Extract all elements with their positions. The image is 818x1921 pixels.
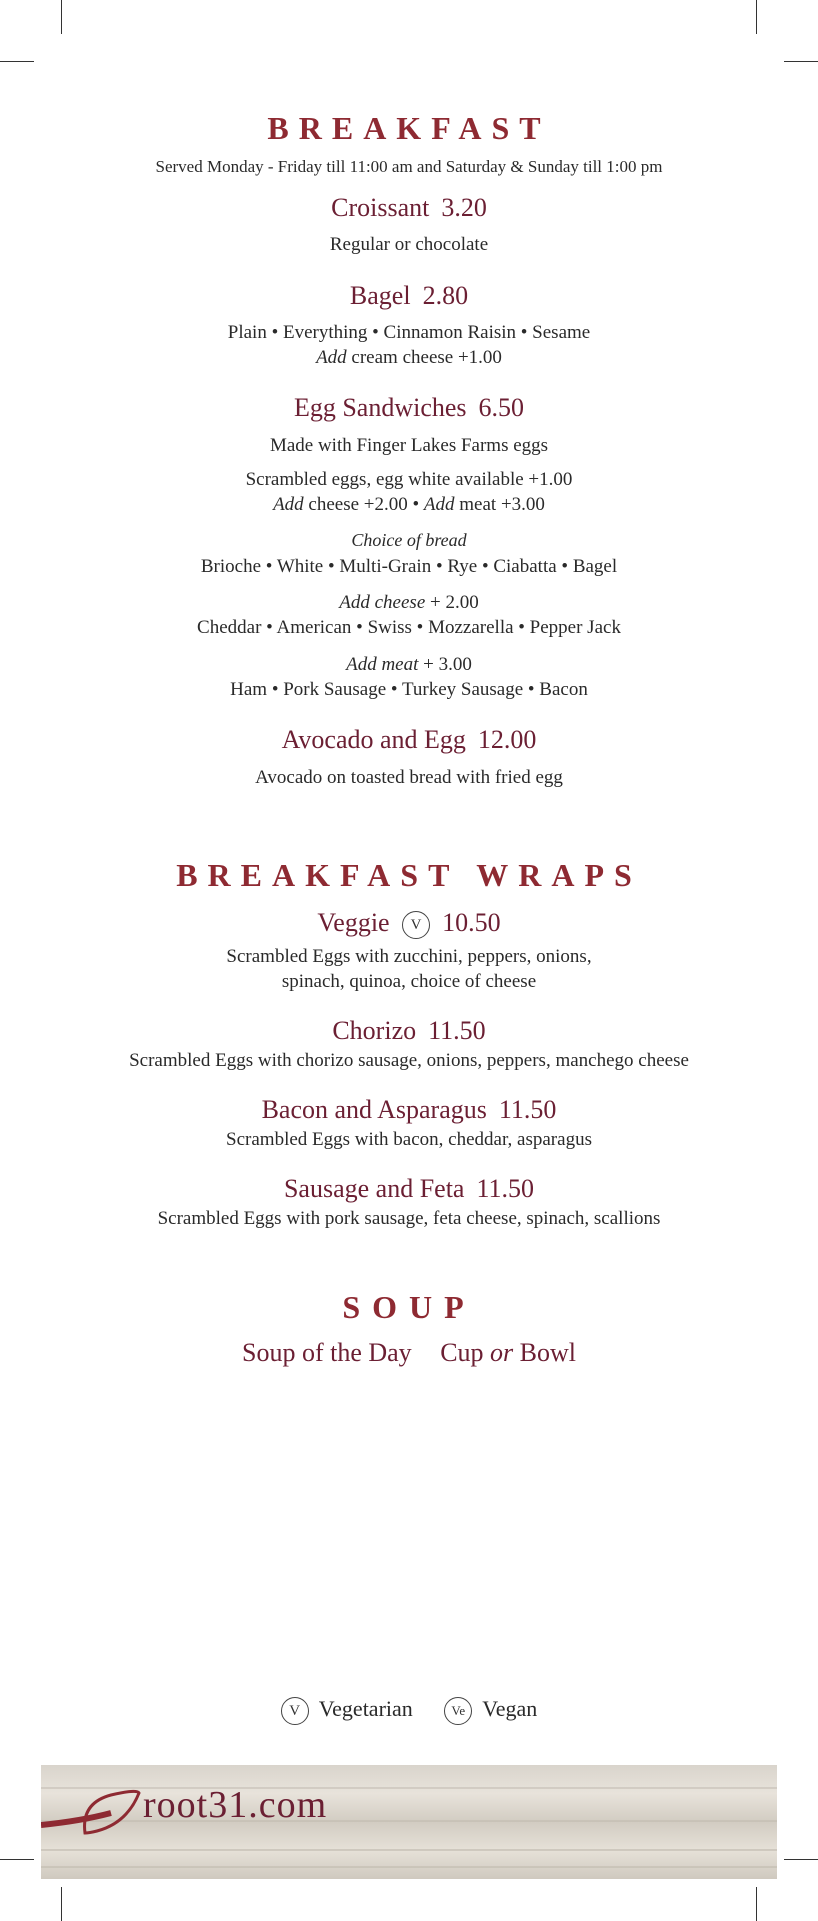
add-label: Add (273, 494, 304, 515)
item-price: 3.20 (441, 193, 487, 222)
add-label: Add (423, 494, 455, 515)
vegan-icon: Ve (444, 1697, 472, 1725)
bread-options: Brioche • White • Multi-Grain • Rye • Ciabatta • Bagel (200, 556, 618, 577)
add-label: Add (316, 347, 347, 368)
vegetarian-icon: V (402, 911, 430, 939)
veggie-desc: spinach, quinoa, choice of cheese (281, 971, 537, 992)
vegetarian-icon: V (281, 1697, 309, 1725)
cup-label: Cup (440, 1338, 484, 1367)
add-text: cheese +2.00 • (303, 494, 424, 515)
soup-title: SOUP (342, 1289, 476, 1325)
item-name: Soup of the Day (241, 1338, 412, 1367)
bacon-desc: Scrambled Eggs with bacon, cheddar, asparagus (226, 1129, 592, 1150)
sausage-item (0, 1174, 818, 1204)
item-price: 12.00 (477, 725, 537, 754)
vegetarian-label: Vegetarian (318, 1696, 413, 1721)
item-name: Sausage and Feta (283, 1174, 465, 1203)
crop-mark (756, 0, 757, 34)
cheese-label (0, 590, 818, 615)
meat-add-price: + 3.00 (418, 654, 472, 675)
item-name: Chorizo (332, 1016, 417, 1045)
bagel-item (0, 281, 818, 311)
croissant-item (0, 193, 818, 223)
add-text: cream cheese +1.00 (346, 347, 502, 368)
crop-mark (0, 61, 34, 62)
breakfast-title: BREAKFAST (267, 110, 551, 146)
veggie-item (0, 908, 818, 939)
croissant-desc: Regular or chocolate (329, 234, 489, 255)
item-price: 11.50 (476, 1174, 535, 1203)
bowl-label: Bowl (519, 1338, 576, 1367)
crop-mark (784, 1859, 818, 1860)
sausage-desc: Scrambled Eggs with pork sausage, feta cheese, spinach, scallions (157, 1208, 661, 1229)
wood-grain (41, 1849, 777, 1851)
bagel-options: Plain • Everything • Cinnamon Raisin • Sesame (227, 322, 591, 343)
item-price: 6.50 (478, 393, 525, 422)
item-name: Avocado and Egg (281, 725, 466, 754)
soup-item (0, 1338, 818, 1368)
item-name: Bacon and Asparagus (261, 1095, 487, 1124)
crop-mark (756, 1887, 757, 1921)
wood-grain (41, 1866, 777, 1868)
bacon-item (0, 1095, 818, 1125)
avocado-item (0, 725, 818, 755)
meat-options: Ham • Pork Sausage • Turkey Sausage • Bacon (230, 679, 588, 700)
wraps-title: BREAKFAST WRAPS (176, 857, 642, 893)
egg-desc: Made with Finger Lakes Farms eggs (269, 435, 549, 456)
item-price: 11.50 (498, 1095, 557, 1124)
avocado-desc: Avocado on toasted bread with fried egg (255, 767, 563, 788)
item-price: 2.80 (422, 281, 469, 310)
item-name: Bagel (349, 281, 411, 310)
cheese-options: Cheddar • American • Swiss • Mozzarella • Pepper Jack (197, 617, 621, 638)
veggie-desc: Scrambled Eggs with zucchini, peppers, onions, (226, 946, 592, 967)
cheese-add-label: Add cheese (339, 592, 426, 613)
meat-add-label: Add meat (346, 654, 419, 675)
or-label: or (490, 1338, 514, 1367)
bread-label: Choice of bread (351, 530, 467, 550)
egg-desc: Scrambled eggs, egg white available +1.00 (245, 469, 573, 490)
meat-label (0, 652, 818, 677)
crop-mark (61, 1887, 62, 1921)
leaf-logo-icon (41, 1783, 151, 1843)
chorizo-item (0, 1016, 818, 1046)
diet-legend (0, 1696, 818, 1725)
crop-mark (61, 0, 62, 34)
footer-banner (41, 1765, 777, 1879)
egg-addons (0, 492, 818, 517)
bagel-addon (0, 345, 818, 370)
add-text: meat +3.00 (454, 494, 545, 515)
item-price: 11.50 (428, 1016, 486, 1045)
item-name: Veggie (317, 908, 390, 937)
served-hours: Served Monday - Friday till 11:00 am and Saturday & Sunday till 1:00 pm (155, 157, 663, 176)
site-logo-link[interactable]: root31.com (143, 1784, 328, 1826)
chorizo-desc: Scrambled Eggs with chorizo sausage, onions, peppers, manchego cheese (129, 1050, 689, 1071)
egg-sandwiches-item (0, 393, 818, 423)
item-price: 10.50 (442, 908, 501, 937)
crop-mark (784, 61, 818, 62)
item-name: Egg Sandwiches (293, 393, 467, 422)
cheese-add-price: + 2.00 (425, 592, 479, 613)
vegan-label: Vegan (482, 1696, 538, 1721)
item-name: Croissant (331, 193, 430, 222)
crop-mark (0, 1859, 34, 1860)
